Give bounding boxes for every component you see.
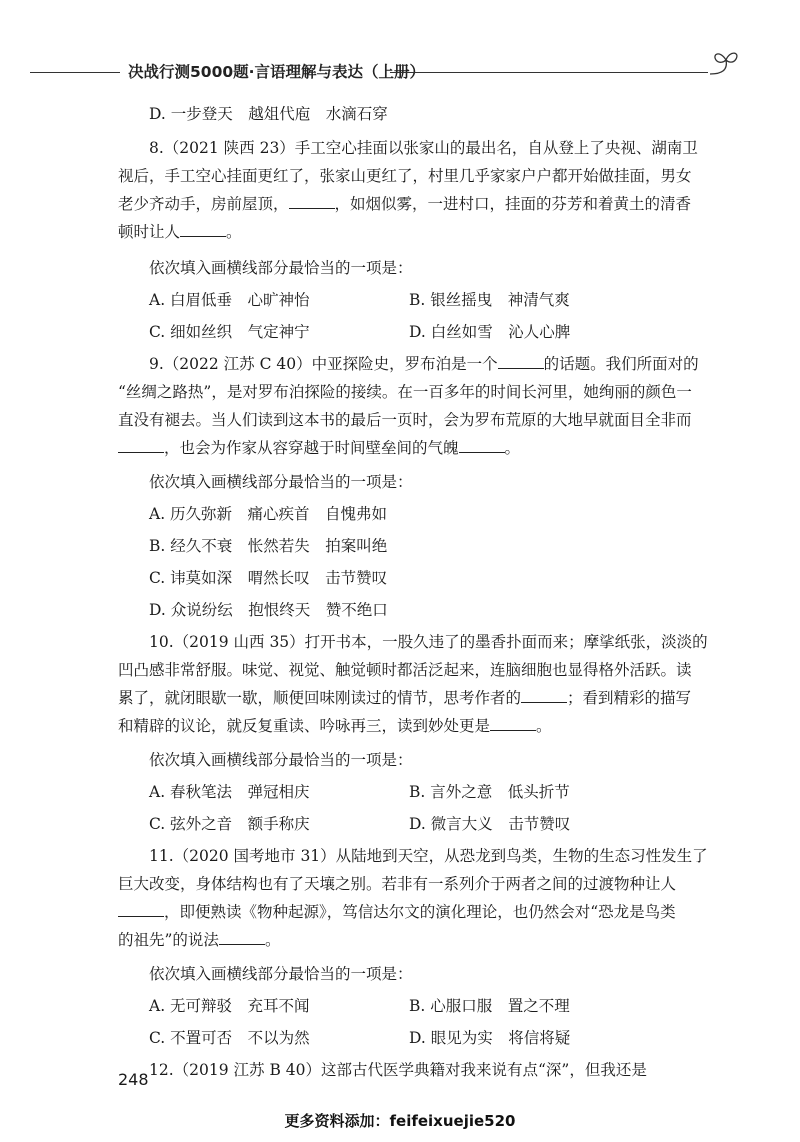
question-10 bbox=[118, 628, 718, 838]
option-b: B. 心服口服 置之不理 bbox=[409, 997, 570, 1015]
option-b: B. 经久不衰 怅然若失 拍案叫绝 bbox=[149, 537, 388, 555]
option-a: A. 历久弥新 痛心疾首 自愧弗如 bbox=[149, 505, 388, 523]
question-9 bbox=[118, 350, 718, 624]
q11-line-1: 11.（2020 国考地市 31）从陆地到天空，从恐龙到鸟类，生物的生态习性发生了 bbox=[149, 847, 708, 865]
q11-prompt: 依次填入画横线部分最恰当的一项是： bbox=[149, 965, 413, 983]
sprout-icon bbox=[702, 46, 742, 80]
footer-note: 更多资料添加：feifeixuejie520 bbox=[284, 1112, 516, 1130]
option-d: D. 微言大义 击节赞叹 bbox=[409, 815, 571, 833]
option-c: C. 弦外之音 额手称庆 bbox=[149, 815, 310, 833]
q11-line-2: 巨大改变，身体结构也有了天壤之别。若非有一系列介于两者之间的过渡物种让人 bbox=[118, 875, 677, 893]
q10-prompt: 依次填入画横线部分最恰当的一项是： bbox=[149, 751, 413, 769]
question-8 bbox=[118, 134, 718, 346]
q8-options-row-1 bbox=[118, 286, 718, 314]
q9-line-4: ，也会为作家从容穿越于时间壁垒间的气魄 。 bbox=[118, 434, 718, 462]
q10-line-2: 凹凸感非常舒服。味觉、视觉、触觉顿时都活泛起来，连脑细胞也显得格外活跃。读 bbox=[118, 661, 692, 679]
q8-line-2: 视后，手工空心挂面更红了，张家山更红了，村里几乎家家户户都开始做挂面，男女 bbox=[118, 167, 692, 185]
q8-options-row-2 bbox=[118, 318, 718, 346]
option-c: C. 细如丝织 气定神宁 bbox=[149, 323, 310, 341]
blank bbox=[219, 930, 265, 945]
q9-prompt: 依次填入画横线部分最恰当的一项是： bbox=[149, 473, 413, 491]
q9-line-3: 直没有褪去。当人们读到这本书的最后一页时，会为罗布荒原的大地早就面目全非而 bbox=[118, 411, 692, 429]
blank bbox=[521, 688, 567, 703]
blank bbox=[459, 438, 505, 453]
question-11 bbox=[118, 842, 718, 1052]
blank bbox=[289, 194, 335, 209]
q10-options-row-1 bbox=[118, 778, 718, 806]
option-c: C. 讳莫如深 喟然长叹 击节赞叹 bbox=[149, 569, 388, 587]
q9-line-1: 9.（2022 江苏 C 40）中亚探险史，罗布泊是一个 的话题。我们所面对的 bbox=[149, 355, 699, 373]
q10-line-3: 累了，就闭眼歇一歇，顺便回味刚读过的情节，思考作者的 ；看到精彩的描写 bbox=[118, 689, 692, 707]
q8-line-1: 8.（2021 陕西 23）手工空心挂面以张家山的最出名，自从登上了央视、湖南卫 bbox=[149, 139, 698, 157]
blank bbox=[118, 902, 164, 917]
q8-line-3: 老少齐动手，房前屋顶， ，如烟似雾，一进村口，挂面的芬芳和着黄土的清香 bbox=[118, 195, 692, 213]
book-title: 决战行测5000题·言语理解与表达（上册） bbox=[128, 63, 426, 81]
option-b: B. 言外之意 低头折节 bbox=[409, 783, 570, 801]
running-header bbox=[30, 52, 720, 88]
option-d: D. 白丝如雪 沁人心脾 bbox=[409, 323, 571, 341]
header-rule-right bbox=[390, 72, 708, 73]
option-d: D. 众说纷纭 抱恨终天 赞不绝口 bbox=[149, 601, 388, 619]
q12-line-1: 12.（2019 江苏 B 40）这部古代医学典籍对我来说有点“深”，但我还是 bbox=[149, 1061, 647, 1079]
header-rule-left bbox=[30, 72, 120, 73]
q10-line-1: 10.（2019 山西 35）打开书本，一股久违了的墨香扑面而来；摩挲纸张，淡淡的 bbox=[149, 633, 708, 651]
blank bbox=[490, 716, 536, 731]
q10-line-4: 和精辟的议论，就反复重读、吟咏再三，读到妙处更是 。 bbox=[118, 717, 552, 735]
q8-line-4: 顿时让人 。 bbox=[118, 223, 242, 241]
blank bbox=[498, 354, 544, 369]
q11-options-row-2 bbox=[118, 1024, 718, 1052]
q9-line-2: “丝绸之路热”，是对罗布泊探险的接续。在一百多年的时间长河里，她绚丽的颜色一 bbox=[118, 383, 692, 401]
q11-line-3: ，即便熟读《物种起源》，笃信达尔文的演化理论，也仍然会对“恐龙是鸟类 bbox=[118, 898, 718, 926]
option-d: D. 眼见为实 将信将疑 bbox=[409, 1029, 571, 1047]
page-number: 248 bbox=[118, 1070, 149, 1089]
blank bbox=[180, 222, 226, 237]
q11-options-row-1 bbox=[118, 992, 718, 1020]
blank bbox=[118, 438, 164, 453]
page-content bbox=[118, 100, 718, 1084]
option-a: A. 无可辩驳 充耳不闻 bbox=[149, 997, 310, 1015]
option-b: B. 银丝摇曳 神清气爽 bbox=[409, 291, 570, 309]
option-a: A. 春秋笔法 弹冠相庆 bbox=[149, 783, 310, 801]
q8-prompt: 依次填入画横线部分最恰当的一项是： bbox=[149, 259, 413, 277]
q10-options-row-2 bbox=[118, 810, 718, 838]
option-a: A. 白眉低垂 心旷神怡 bbox=[149, 291, 310, 309]
option-c: C. 不置可否 不以为然 bbox=[149, 1029, 310, 1047]
q11-line-4: 的祖先”的说法 。 bbox=[118, 931, 281, 949]
prev-question-option-d: D. 一步登天 越俎代庖 水滴石穿 bbox=[149, 105, 388, 123]
